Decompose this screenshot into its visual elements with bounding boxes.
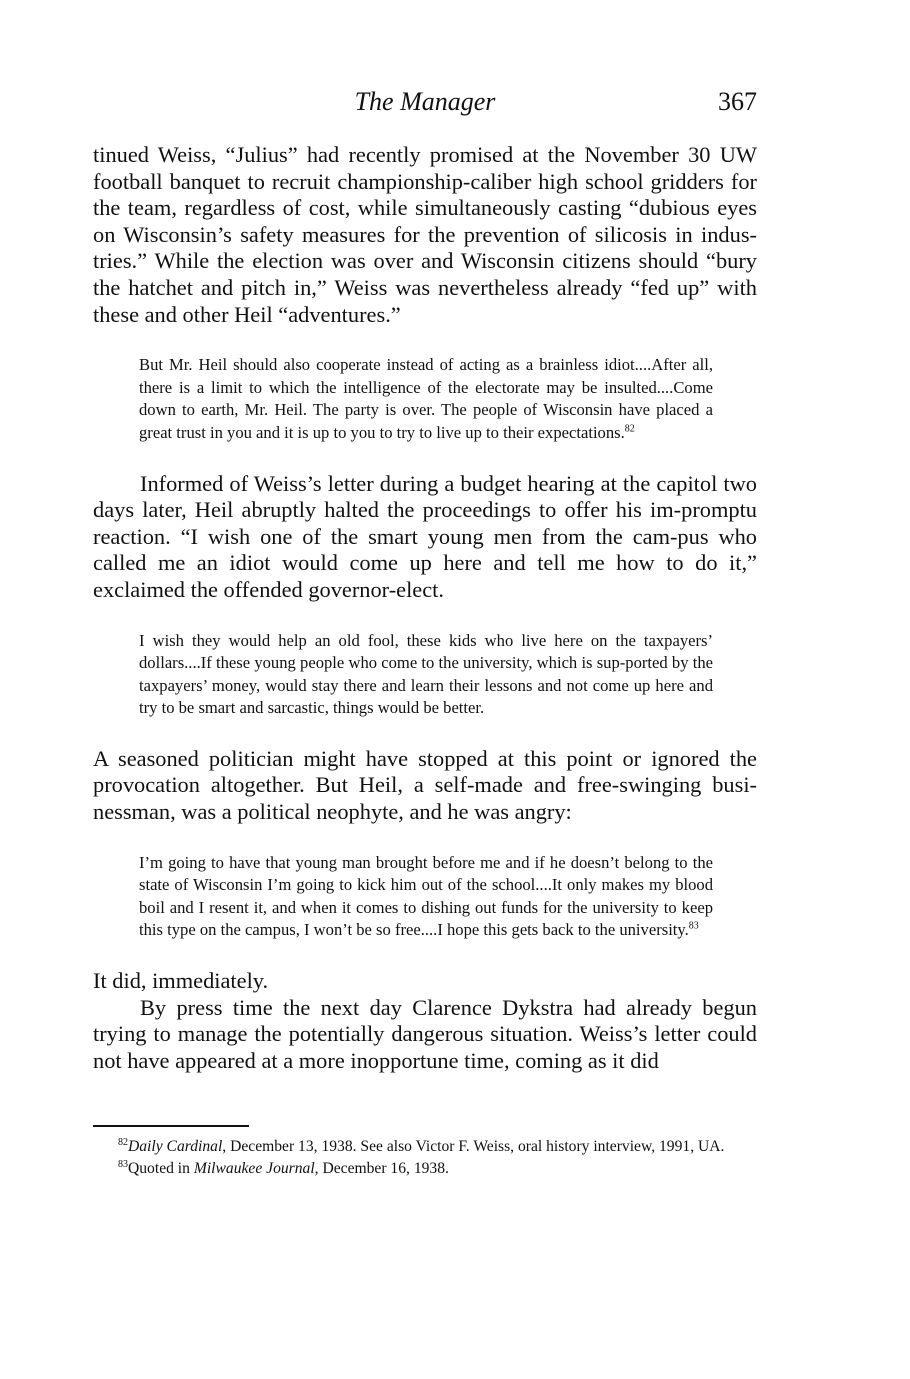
main-text [93,142,757,1074]
block-quote-1-text: But Mr. Heil should also cooperate instead of acting as a brainless idiot....After all, there is a limit to which the intelligence of the electorate may be insulted....Come down to earth, Mr. Heil. The party is over. The people of Wisconsin have placed a great trust in you and it is up to you to try to live up to their expectations. [139,355,713,442]
paragraph-5: By press time the next day Clarence Dykstra had already begun trying to manage the potentially dangerous situation. Weiss’s letter could not have appeared at a more inopportune time, coming as it did [93,994,757,1073]
footnote-ref-82: 82 [624,423,635,435]
footnote-source: Daily Cardinal [128,1138,223,1155]
footnote-prefix: Quoted in [128,1160,194,1177]
block-quote-3-text: I’m going to have that young man brought before me and if he doesn’t belong to the state of Wisconsin I’m going to kick him out of the school....It only makes my blood boil and I resent it, and when it comes to dishing out funds for the university to keep this type on the campus, I won’t be so free....I hope this gets back to the university. [139,852,713,940]
running-title: The Manager [354,87,496,116]
paragraph-1: tinued Weiss, “Julius” had recently promised at the November 30 UW football banquet to recruit championship-caliber high school gridders for the team, regardless of cost, while simultaneously casting “dubious eyes on Wisconsin’s safety measures for the prevention of silicosis in indus-tries.” While the election was over and Wisconsin citizens should “bury the hatchet and pitch in,” Weiss was nevertheless already “fed up” with these and other Heil “adventures.” [93,142,757,327]
block-quote-1 [139,354,713,444]
paragraph-2: Informed of Weiss’s letter during a budget hearing at the capitol two days later, Heil abruptly halted the proceedings to offer his im-promptu reaction. “I wish one of the smart young men from the cam-pus who called me an idiot would come up here and tell me how to do it,” exclaimed the offended governor-elect. [93,470,757,602]
footnote-number: 83 [118,1158,128,1170]
footnote-83 [93,1158,757,1180]
block-quote-2-text: I wish they would help an old fool, these kids who live here on the taxpayers’ dollars....If these young people who come to the university, which is sup-ported by the taxpayers’ money, would stay there and learn their lessons and not come up here and try to be smart and sarcastic, things would be better. [139,630,713,718]
footnote-number: 82 [118,1136,128,1148]
footnote-ref-83: 83 [688,920,699,932]
paragraph-4: It did, immediately. [93,968,269,994]
footnote-source: Milwaukee Journal [193,1160,315,1177]
footnote-text: , December 16, 1938. [314,1160,449,1177]
footnote-82 [93,1136,757,1158]
block-quote-3 [139,852,713,942]
page-header [93,84,757,120]
block-quote-2 [139,630,713,720]
footnotes [93,1136,757,1180]
page-number: 367 [718,87,757,116]
paragraph-3: A seasoned politician might have stopped at this point or ignored the provocation altogether. But Heil, a self-made and free-swinging busi-nessman, was a political neophyte, and he was angry: [93,745,757,825]
footnote-text: , December 13, 1938. See also Victor F. Weiss, oral history interview, 1991, UA. [222,1138,725,1155]
footnote-divider [93,1125,249,1127]
